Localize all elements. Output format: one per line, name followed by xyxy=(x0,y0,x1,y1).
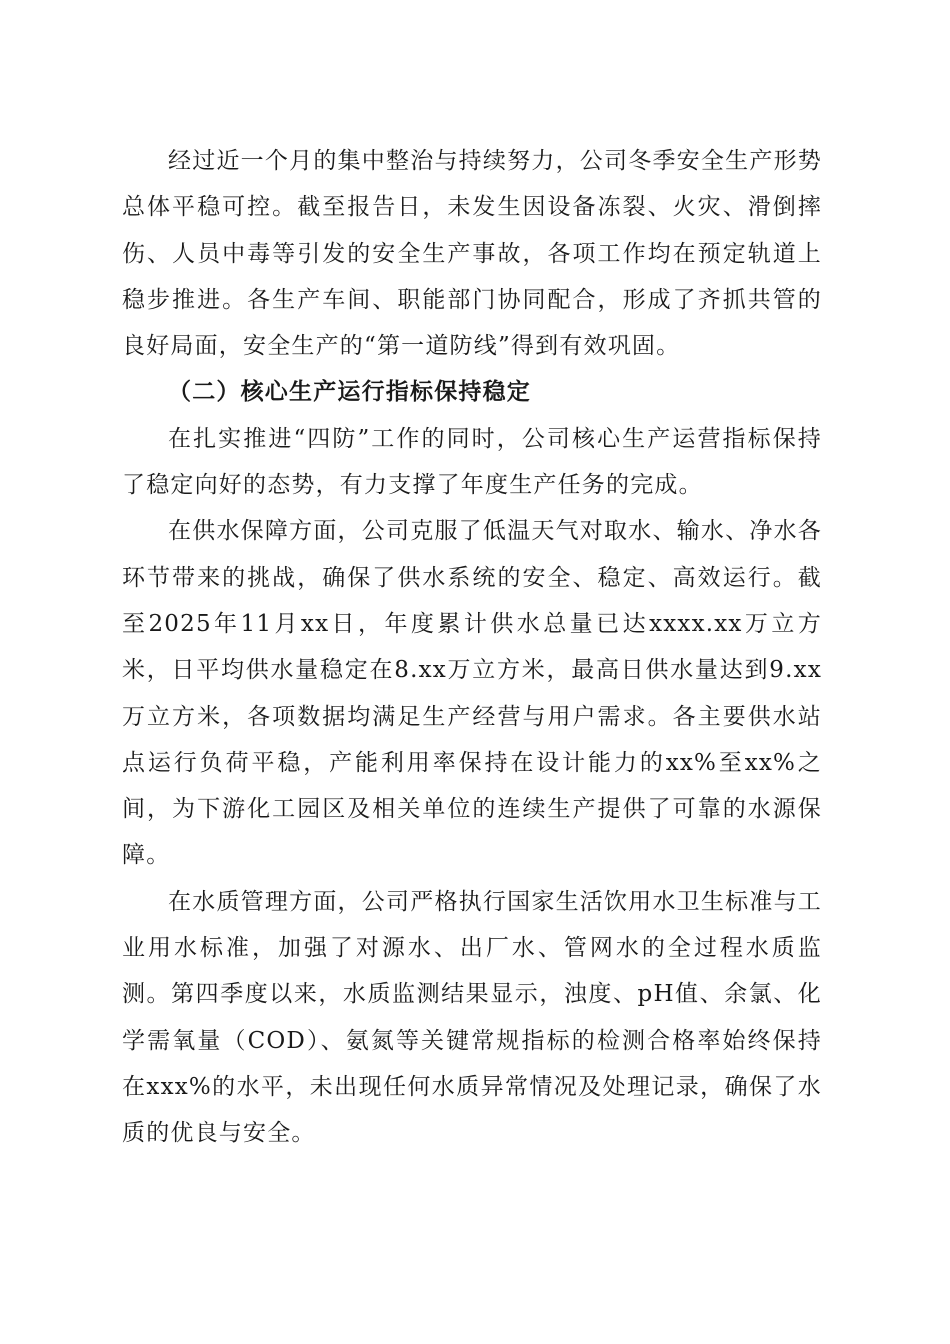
paragraph-water-quality: 在水质管理方面，公司严格执行国家生活饮用水卫生标准与工业用水标准，加强了对源水、出厂水、管网水的全过程水质监测。第四季度以来，水质监测结果显示，浊度、pH值、余氯、化学需氧量（COD）、氨氮等关键常规指标的检测合格率始终保持在xxx%的水平，未出现任何水质异常情况及处理记录，确保了水质的优良与安全。 xyxy=(122,888,822,1147)
paragraph-safety-summary: 经过近一个月的集中整治与持续努力，公司冬季安全生产形势总体平稳可控。截至报告日，未发生因设备冻裂、火灾、滑倒摔伤、人员中毒等引发的安全生产事故，各项工作均在预定轨道上稳步推进。各生产车间、职能部门协同配合，形成了齐抓共管的良好局面，安全生产的“第一道防线”得到有效巩固。 xyxy=(122,148,822,360)
section-heading: （二）核心生产运行指标保持稳定 xyxy=(168,378,531,406)
document-body xyxy=(122,138,822,1157)
paragraph-water-supply: 在供水保障方面，公司克服了低温天气对取水、输水、净水各环节带来的挑战，确保了供水系统的安全、稳定、高效运行。截至2025年11月xx日，年度累计供水总量已达xxxx.xx万立方米，日平均供水量稳定在8.xx万立方米，最高日供水量达到9.xx万立方米，各项数据均满足生产经营与用户需求。各主要供水站点运行负荷平稳，产能利用率保持在设计能力的xx%至xx%之间，为下游化工园区及相关单位的连续生产提供了可靠的水源保障。 xyxy=(122,518,822,869)
paragraph-core-indicators: 在扎实推进“四防”工作的同时，公司核心生产运营指标保持了稳定向好的态势，有力支撑了年度生产任务的完成。 xyxy=(122,425,822,499)
